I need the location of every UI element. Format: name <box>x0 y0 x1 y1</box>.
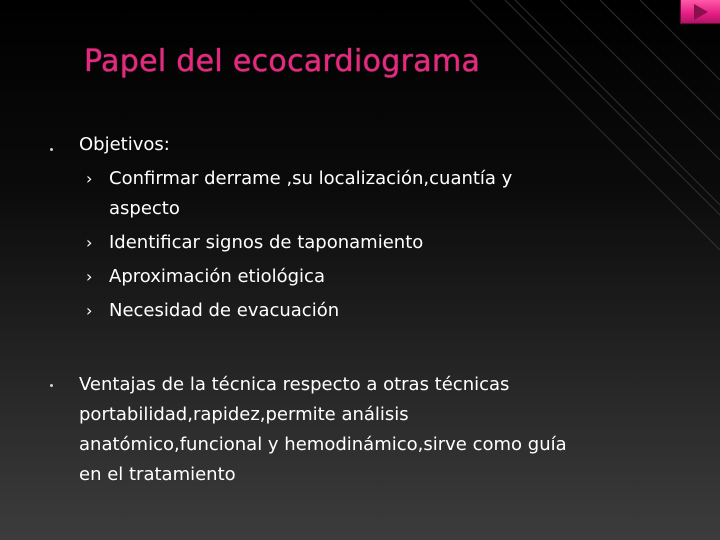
play-icon <box>694 4 708 20</box>
bullet-dot-2 <box>50 384 53 387</box>
ventajas-line-2: portabilidad,rapidez,permite análisis <box>79 404 409 425</box>
subitem-taponamiento: Identificar signos de taponamiento <box>109 232 424 253</box>
sub-bullet-arrow: › <box>86 169 93 188</box>
sub-bullet-arrow: › <box>86 301 93 320</box>
ventajas-line-3: anatómico,funcional y hemodinámico,sirve como guía <box>79 434 567 455</box>
bullet-ventajas <box>79 370 679 490</box>
sub-bullet-arrow: › <box>86 267 93 286</box>
subitem-confirmar-cont: aspecto <box>109 198 180 219</box>
subitem-evacuacion: Necesidad de evacuación <box>109 300 340 321</box>
bullet-objetivos: Objetivos: <box>79 134 170 155</box>
ventajas-line-4: en el tratamiento <box>79 464 236 485</box>
bullet-dot-1 <box>50 148 53 151</box>
corner-play-button[interactable] <box>680 0 720 24</box>
subitem-etiologica: Aproximación etiológica <box>109 266 325 287</box>
ventajas-line-1: Ventajas de la técnica respecto a otras técnicas <box>79 374 510 395</box>
slide-title: Papel del ecocardiograma <box>84 44 481 79</box>
sub-bullet-arrow: › <box>86 233 93 252</box>
subitem-confirmar: Confirmar derrame ,su localización,cuantía y <box>109 168 513 189</box>
